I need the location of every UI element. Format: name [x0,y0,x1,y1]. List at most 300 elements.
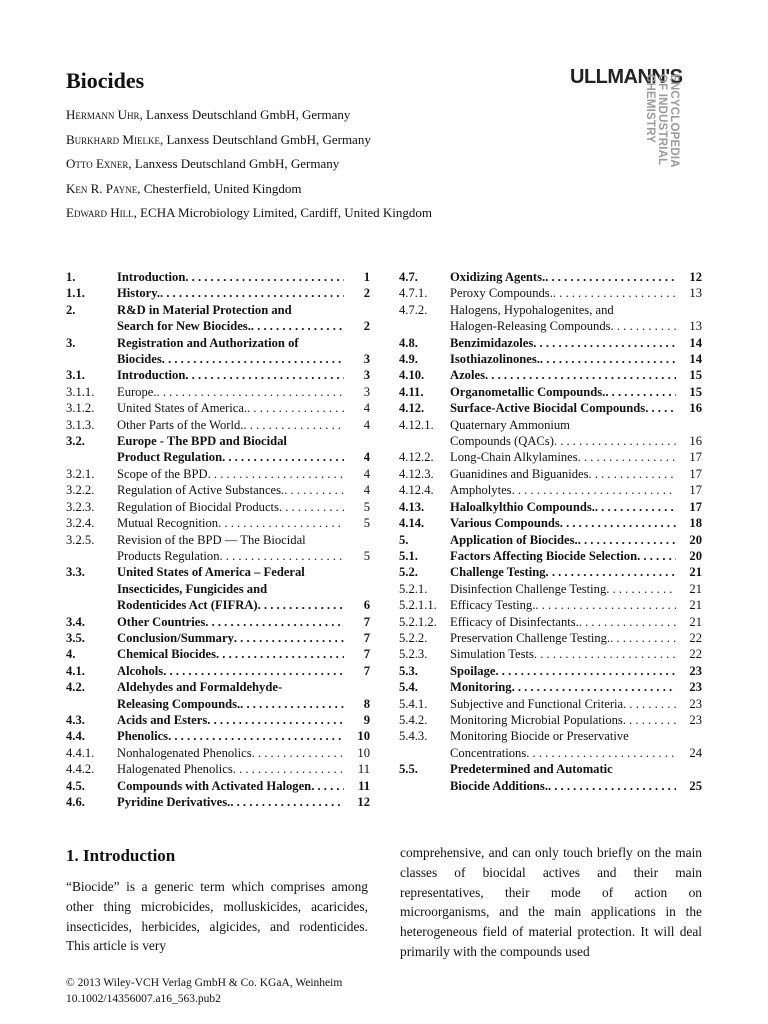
body-text-right: comprehensive, and can only touch briefly on the main classes of biocidal actives and their main representatives, their mode of action on microorganisms, and the main applications in the heterogeneous field of material protection. It will deal primarily with the compounds used [400,845,702,959]
toc-entry[interactable] [66,761,370,777]
toc-title: Acids and Esters [117,712,208,727]
toc-number: 5.4.1. [399,696,428,711]
toc-number: 3.1. [66,368,85,383]
toc-entry[interactable] [399,663,702,679]
toc-entry[interactable] [399,400,702,416]
toc-title: Concentrations [450,745,527,760]
toc-title: Monitoring [450,680,512,695]
toc-number: 3.2. [66,434,85,449]
toc-entry[interactable] [399,614,702,630]
toc-leader-dots [610,630,676,646]
toc-title: Product Regulation [117,450,223,465]
toc-page-number: 10 [357,729,370,744]
toc-number: 3.5. [66,630,85,645]
toc-entry[interactable] [66,532,370,565]
toc-page-number: 7 [363,614,370,629]
toc-number: 4.4.1. [66,745,95,760]
toc-leader-dots [233,761,344,777]
toc-page-number: 14 [689,352,702,367]
toc-page-number: 21 [689,598,702,613]
toc-entry[interactable] [66,269,370,285]
toc-entry[interactable] [399,285,702,301]
toc-entry[interactable] [66,384,370,400]
toc-title: Simulation Tests [450,647,534,662]
toc-page-number: 1 [363,270,370,284]
toc-number: 4.3. [66,712,85,727]
toc-page-number: 21 [689,614,702,629]
toc-entry[interactable] [399,564,702,580]
toc-number: 5.2.2. [399,630,428,645]
toc-title: Other Countries [117,614,206,629]
toc-entry[interactable] [66,335,370,368]
toc-number: 4.4. [66,729,85,744]
toc-leader-dots [554,433,676,449]
toc-title: Monitoring Microbial Populations [450,712,623,727]
toc-entry[interactable] [399,499,702,515]
toc-number: 4.12.1. [399,417,434,432]
toc-title: Europe. [117,384,157,399]
toc-title: Factors Affecting Biocide Selection [450,548,638,563]
toc-page-number: 23 [689,663,702,678]
toc-page-number: 11 [357,762,370,777]
toc-entry[interactable] [66,499,370,515]
author-affiliation: Lanxess Deutschland GmbH, Germany [142,107,351,122]
toc-page-number: 3 [363,384,370,399]
toc-entry[interactable] [66,433,370,466]
toc-page-number: 4 [363,450,370,465]
toc-leader-dots [496,663,677,679]
toc-number: 4.12.2. [399,450,434,465]
toc-title: Application of Biocides. [450,532,578,547]
toc-title: History. [117,286,161,301]
toc-entry[interactable] [399,417,702,450]
author-name: Edward Hill, [66,205,137,220]
toc-title: Rodenticides Act (FIFRA) [117,598,258,613]
toc-number: 5.1. [399,548,418,563]
toc-entry[interactable] [399,302,702,335]
author-affiliation: Lanxess Deutschland GmbH, Germany [131,156,340,171]
toc-entry[interactable] [66,564,370,613]
toc-leader-dots [185,269,344,285]
toc-leader-dots [218,515,344,531]
toc-title: Introduction [117,270,186,284]
toc-leader-dots [578,532,676,548]
toc-number: 3.2.1. [66,466,95,481]
toc-title: Phenolics [117,729,169,744]
toc-title: Peroxy Compounds. [450,286,553,301]
toc-page-number: 12 [689,270,702,284]
toc-page-number: 4 [363,417,370,432]
toc-title: Efficacy Testing. [450,598,536,613]
toc-number: 4.4.2. [66,762,95,777]
logo-line: CHEMISTRY [644,74,656,144]
toc-page-number: 7 [363,630,370,645]
toc-leader-dots [548,778,676,794]
toc-title: Regulation of Active Substances. [117,483,285,498]
toc-entry[interactable] [399,515,702,531]
toc-number: 1. [66,270,76,284]
toc-page-number: 25 [689,778,702,793]
toc-page-number: 17 [689,483,702,498]
toc-number: 4.1. [66,663,85,678]
toc-leader-dots [252,745,344,761]
toc-title: Biocide Additions. [450,778,548,793]
toc-entry[interactable] [399,581,702,597]
toc-number: 3.3. [66,565,85,580]
toc-title: Search for New Biocides. [117,319,251,334]
toc-entry[interactable] [399,449,702,465]
author [66,181,432,206]
toc-entry[interactable] [399,728,702,761]
toc-number: 4. [66,647,76,662]
toc-entry[interactable] [66,712,370,728]
toc-page-number: 13 [689,286,702,301]
logo-line: ENCYCLOPEDIA [668,74,680,168]
author [66,107,432,132]
toc-title: Ampholytes [450,483,512,498]
toc-entry[interactable] [66,745,370,761]
toc-title: Regulation of Biocidal Products [117,499,279,514]
toc-page-number: 17 [689,450,702,465]
author-affiliation: Lanxess Deutschland GmbH, Germany [163,131,371,147]
toc-number: 4.14. [399,516,425,531]
toc-title: Disinfection Challenge Testing [450,581,607,596]
toc-entry[interactable] [66,285,370,301]
author-affiliation: ECHA Microbiology Limited, Cardiff, United Kingdom [136,205,432,220]
toc-title: Isothiazolinones. [450,352,540,367]
toc-leader-dots [216,646,344,662]
toc-leader-dots [243,417,344,433]
toc-title: Organometallic Compounds. [450,384,606,399]
toc-entry[interactable] [66,417,370,433]
toc-number: 4.12.4. [399,483,434,498]
toc-page-number: 10 [357,745,370,760]
toc-page-number: 16 [689,434,702,449]
toc-title: Challenge Testing [450,565,546,580]
toc-page-number: 15 [689,384,702,399]
toc-entry[interactable] [399,630,702,646]
toc-number: 4.10. [399,368,425,383]
logo-encyclopedia-text [640,74,680,204]
toc-number: 3.2.3. [66,499,95,514]
toc-title: Spoilage [450,663,496,678]
toc-number: 4.13. [399,499,425,514]
toc-title: R&D in Material Protection and [117,302,292,317]
toc-number: 5.5. [399,762,418,777]
toc-leader-dots [240,696,344,712]
logo-brand: ULLMANN'S [570,66,683,88]
toc-title: Preservation Challenge Testing. [450,630,611,645]
toc-page-number: 18 [689,516,702,531]
section-heading: 1. Introduction [66,846,176,865]
toc-number: 4.6. [66,795,85,809]
table-of-contents-left [66,269,370,810]
toc-number: 5.4. [399,680,418,695]
toc-title: Registration and Authorization of [117,335,299,350]
doi: 10.1002/14356007.a16_563.pub2 [66,993,221,1005]
toc-entry[interactable] [66,482,370,498]
toc-title: Subjective and Functional Criteria [450,696,624,711]
toc-page-number: 8 [363,696,370,711]
toc-entry[interactable] [399,696,702,712]
toc-leader-dots [595,499,676,515]
toc-page-number: 5 [363,548,370,563]
toc-leader-dots [605,384,676,400]
toc-title: Scope of the BPD [117,466,208,481]
toc-page-number: 16 [689,401,702,416]
toc-leader-dots [163,663,344,679]
toc-number: 5.2.3. [399,647,428,662]
toc-title: Mutual Recognition [117,516,219,531]
toc-leader-dots [623,712,676,728]
toc-page-number: 4 [363,483,370,498]
toc-page-number: 7 [363,663,370,678]
toc-title: Nonhalogenated Phenolics [117,745,252,760]
toc-leader-dots [611,318,676,334]
toc-leader-dots [279,499,344,515]
toc-leader-dots [207,712,344,728]
toc-page-number: 3 [363,368,370,383]
toc-title: Oxidizing Agents. [450,270,546,284]
toc-title: Revision of the BPD — The Biocidal [117,532,306,547]
toc-leader-dots [251,318,344,334]
toc-number: 4.8. [399,335,418,350]
toc-number: 5.2.1. [399,581,428,596]
toc-entry[interactable] [399,351,702,367]
toc-entry[interactable] [66,728,370,744]
toc-leader-dots [533,335,676,351]
toc-page-number: 15 [689,368,702,383]
toc-entry[interactable] [399,384,702,400]
toc-page-number: 14 [689,335,702,350]
toc-entry[interactable] [399,269,702,285]
toc-number: 5. [399,532,409,547]
toc-leader-dots [230,794,344,810]
toc-number: 3.2.2. [66,483,95,498]
toc-page-number: 4 [363,466,370,481]
toc-leader-dots [560,515,676,531]
toc-title: Azoles [450,368,485,383]
toc-page-number: 12 [357,795,370,809]
toc-title: Pyridine Derivatives. [117,795,231,809]
toc-number: 4.5. [66,778,85,793]
author-affiliation: Chesterfield, United Kingdom [140,180,302,196]
toc-number: 5.2.1.2. [399,614,437,629]
toc-leader-dots [526,745,676,761]
toc-entry[interactable] [66,400,370,416]
toc-entry[interactable] [66,646,370,662]
toc-leader-dots [234,630,344,646]
toc-page-number: 23 [689,712,702,727]
author-list [66,107,432,230]
body-text-left: “Biocide” is a generic term which comprises among other thing microbicides, molluskicides, acaricides, insecticides, herbicides, algicides, and rodenticides. This article is very [66,879,368,954]
toc-page-number: 2 [363,286,370,301]
toc-entry[interactable] [399,712,702,728]
toc-page-number: 5 [363,516,370,531]
toc-leader-dots [160,285,344,301]
toc-number: 3.4. [66,614,85,629]
toc-leader-dots [540,351,676,367]
toc-number: 4.9. [399,352,418,367]
toc-title: Guanidines and Biguanides [450,466,589,481]
toc-page-number: 7 [363,647,370,662]
toc-leader-dots [168,728,344,744]
toc-leader-dots [247,400,344,416]
toc-title: Benzimidazoles [450,335,534,350]
toc-number: 5.2. [399,565,418,580]
toc-number: 4.12.3. [399,466,434,481]
toc-title: Quaternary Ammonium [450,417,570,432]
toc-entry[interactable] [399,646,702,662]
toc-entry[interactable] [399,761,702,794]
toc-title: Long-Chain Alkylamines [450,450,578,465]
toc-leader-dots [311,778,344,794]
ullmanns-logo [570,66,710,206]
toc-title: Biocides [117,352,162,367]
toc-leader-dots [208,466,344,482]
toc-page-number: 4 [363,401,370,416]
toc-number: 3.1.1. [66,384,95,399]
toc-title: Insecticides, Fungicides and [117,581,268,596]
toc-title: Haloalkylthio Compounds. [450,499,595,514]
toc-entry[interactable] [66,367,370,383]
toc-title: Conclusion/Summary [117,630,234,645]
toc-leader-dots [185,367,344,383]
toc-leader-dots [637,548,676,564]
author [66,132,432,157]
toc-page-number: 13 [689,319,702,334]
toc-leader-dots [157,384,344,400]
toc-number: 4.2. [66,680,85,695]
toc-entry[interactable] [399,367,702,383]
toc-number: 4.7.1. [399,286,428,301]
toc-leader-dots [623,696,676,712]
table-of-contents-right [399,269,702,794]
toc-title: Aldehydes and Formaldehyde- [117,680,283,695]
toc-leader-dots [546,564,676,580]
toc-page-number: 17 [689,499,702,514]
toc-page-number: 23 [689,680,702,695]
toc-entry[interactable] [66,630,370,646]
toc-title: Releasing Compounds. [117,696,241,711]
toc-title: Compounds with Activated Halogen [117,778,312,793]
toc-entry[interactable] [399,482,702,498]
toc-number: 3.1.2. [66,401,95,416]
author [66,205,432,230]
toc-page-number: 3 [363,352,370,367]
toc-entry[interactable] [66,794,370,810]
toc-entry[interactable] [399,532,702,548]
toc-page-number: 9 [363,712,370,727]
toc-entry[interactable] [399,679,702,695]
toc-entry[interactable] [66,515,370,531]
toc-title: Compounds (QACs) [450,434,554,449]
toc-leader-dots [545,269,676,285]
toc-title: Halogenated Phenolics [117,762,233,777]
footer [66,975,342,1007]
toc-title: Chemical Biocides [117,647,216,662]
toc-number: 3.2.5. [66,532,95,547]
author-name: Ken R. Payne, [66,180,141,196]
toc-entry[interactable] [66,466,370,482]
toc-title: Products Regulation [117,548,220,563]
toc-leader-dots [485,367,676,383]
toc-page-number: 21 [689,581,702,596]
toc-leader-dots [162,351,344,367]
toc-leader-dots [606,581,676,597]
toc-entry[interactable] [399,548,702,564]
toc-title: Alcohols [117,663,164,678]
toc-entry[interactable] [66,302,370,335]
toc-leader-dots [284,482,344,498]
toc-page-number: 11 [358,778,370,793]
toc-entry[interactable] [66,679,370,712]
toc-leader-dots [258,597,344,613]
toc-number: 1.1. [66,286,85,301]
toc-entry[interactable] [66,778,370,794]
toc-leader-dots [222,449,344,465]
toc-number: 4.7. [399,270,418,284]
toc-title: Europe - The BPD and Biocidal [117,434,287,449]
toc-title: Introduction [117,368,186,383]
copyright-notice: © 2013 Wiley-VCH Verlag GmbH & Co. KGaA, Weinheim [66,977,343,989]
toc-entry[interactable] [66,663,370,679]
toc-page-number: 6 [363,598,370,613]
toc-page-number: 21 [689,565,702,580]
toc-leader-dots [553,285,676,301]
toc-page-number: 17 [689,466,702,481]
toc-leader-dots [535,597,676,613]
toc-page-number: 22 [689,630,702,645]
author-name: Burkhard Mielke, [66,131,164,147]
toc-entry[interactable] [399,466,702,482]
toc-title: Predetermined and Automatic [450,762,613,777]
toc-number: 5.4.2. [399,712,428,727]
toc-leader-dots [220,548,345,564]
toc-leader-dots [645,400,676,416]
toc-entry[interactable] [399,597,702,613]
toc-leader-dots [534,646,676,662]
toc-page-number: 20 [689,532,702,547]
toc-number: 4.11. [399,384,424,399]
toc-title: Various Compounds [450,516,560,531]
toc-number: 3.1.3. [66,417,95,432]
toc-page-number: 22 [689,647,702,662]
toc-page-number: 20 [689,548,702,563]
toc-title: Efficacy of Disinfectants. [450,614,579,629]
toc-number: 3. [66,335,76,350]
author-name: Hermann Uhr, [66,107,143,122]
toc-title: Halogen-Releasing Compounds [450,319,611,334]
author-name: Otto Exner, [66,156,132,171]
logo-line: OF INDUSTRIAL [656,74,668,166]
toc-number: 5.4.3. [399,729,428,744]
toc-number: 5.3. [399,663,418,678]
toc-title: United States of America – Federal [117,565,305,580]
toc-number: 4.7.2. [399,302,428,317]
toc-entry[interactable] [399,335,702,351]
toc-number: 5.2.1.1. [399,598,437,613]
toc-title: Other Parts of the World. [117,417,244,432]
toc-leader-dots [512,482,676,498]
toc-leader-dots [578,449,676,465]
toc-entry[interactable] [66,614,370,630]
toc-number: 2. [66,302,76,317]
toc-title: Halogens, Hypohalogenites, and [450,302,614,317]
toc-title: United States of America. [117,401,248,416]
toc-page-number: 2 [363,319,370,334]
toc-leader-dots [579,614,676,630]
